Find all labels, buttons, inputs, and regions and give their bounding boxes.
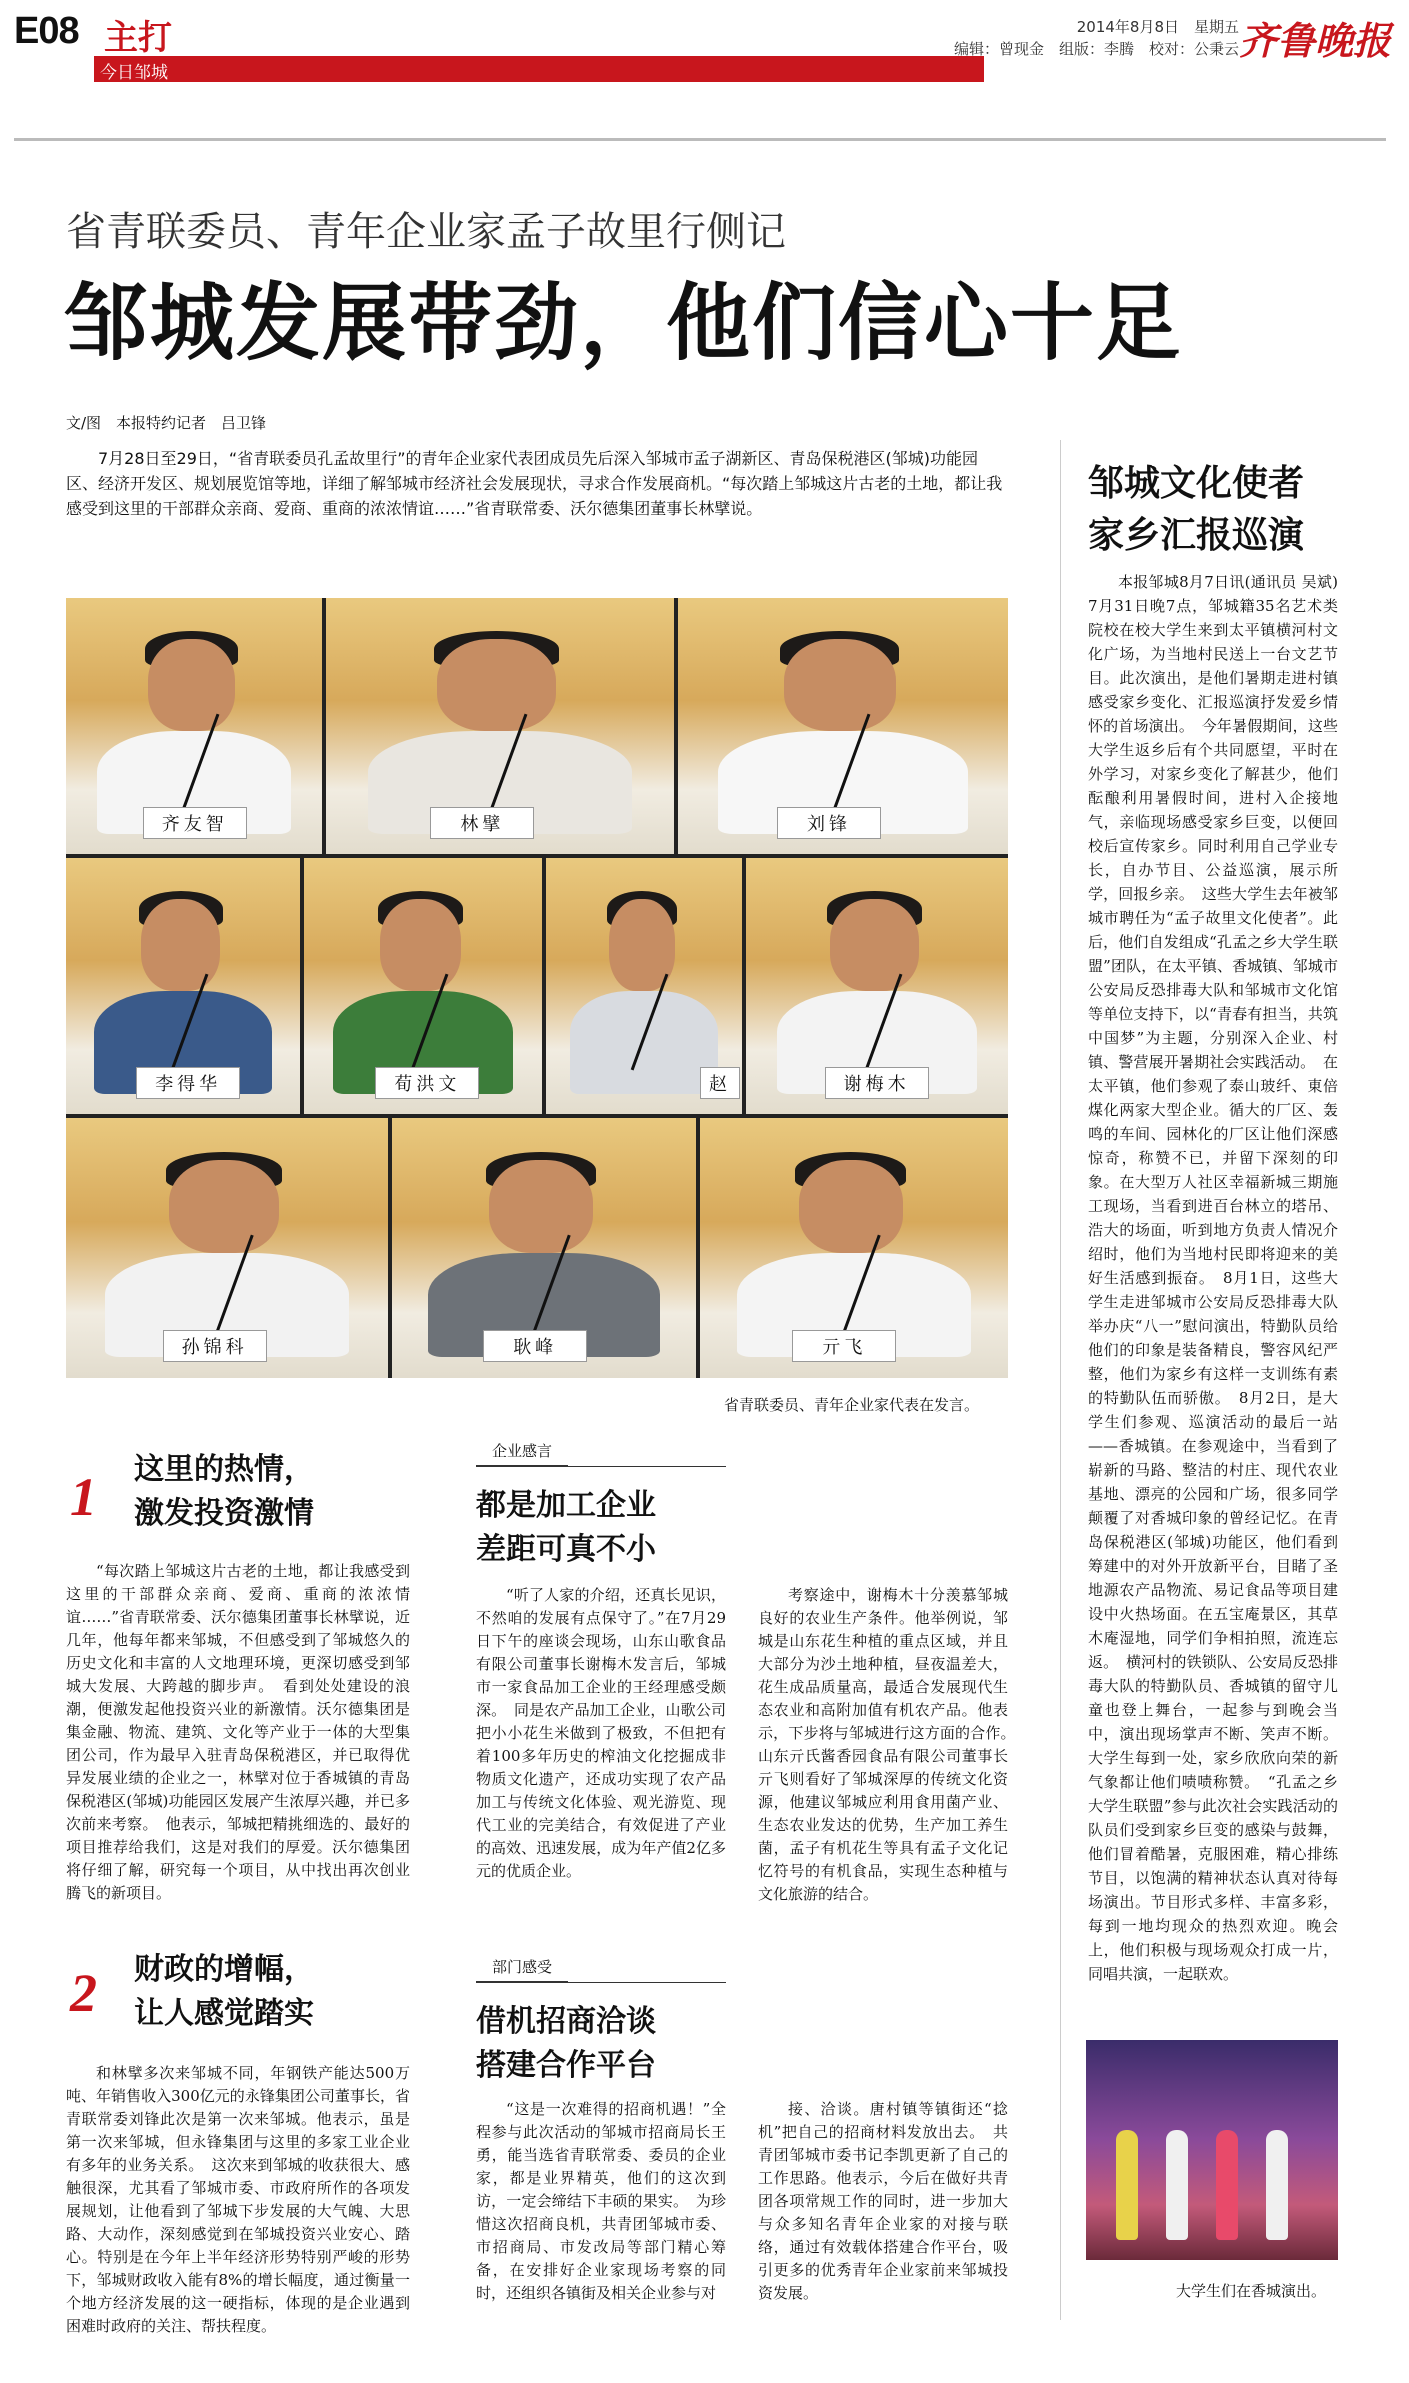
- article-headline: 邹城发展带劲，他们信心十足: [64, 274, 1183, 372]
- speaker-photo-grid: [66, 598, 1008, 1378]
- speaker-name: 谢梅木: [825, 1067, 929, 1099]
- subsection-title: 今日邹城: [100, 63, 168, 83]
- speaker-name: 耿峰: [483, 1330, 587, 1362]
- article-byline: 文/图 本报特约记者 吕卫锋: [66, 414, 267, 432]
- sidebar-title: [1088, 458, 1304, 562]
- speaker-name: 亓飞: [792, 1330, 896, 1362]
- speaker-photo: [66, 858, 300, 1114]
- section-title-line: 激发投资激情: [134, 1496, 314, 1531]
- column-title-line: 借机招商洽谈: [476, 2004, 656, 2039]
- top-divider: [14, 138, 1386, 141]
- speaker-name: 刘锋: [777, 807, 881, 839]
- header-meta: [954, 16, 1239, 60]
- sidebar-title-line: 家乡汇报巡演: [1088, 515, 1305, 556]
- speaker-photo: [678, 598, 1008, 854]
- speaker-name: 荀洪文: [375, 1067, 479, 1099]
- column-body: “这是一次难得的招商机遇！”全程参与此次活动的邹城市招商局长王勇，能当选省青联常委、委员的企业家，都是业界精英，他们的这次到访，一定会缔结下丰硕的果实。 为珍惜这次招商良机，共青团邹城市委、市招商局、市发改局等部门精心筹备，在安排好企业家现场考察的同时，还组织各镇街及相关企业参与对: [476, 2100, 726, 2302]
- column-tag: 部门感受: [476, 1956, 568, 1982]
- speaker-name: 齐友智: [143, 807, 247, 839]
- section-number: 1: [70, 1467, 97, 1527]
- section-title-line: 财政的增幅，: [134, 1952, 314, 1987]
- column-title-line: 差距可真不小: [476, 1532, 656, 1567]
- section-title: [134, 1948, 314, 2036]
- column-title-line: 都是加工企业: [476, 1488, 656, 1523]
- sidebar-body: 本报邹城8月7日讯(通讯员 吴斌) 7月31日晚7点，邹城籍35名艺术类院校在校大学生来到太平镇横河村文化广场，为当地村民送上一台文艺节目。此次演出，是他们暑期走进村镇感受家乡变化、汇报巡演抒发爱乡情怀的首场演出。 今年暑假期间，这些大学生返乡后有个共同愿望，平时在外学习，对家乡变化了解甚少，他们酝酿利用暑假时间，进村入企接地气，亲临现场感受家乡巨变，以便回校后宣传家乡。同时利用自己学业专长，自办节目、公益巡演，展示所学，回报乡亲。 这些大学生去年被邹城市聘任为“孟子故里文化使者”。此后，他们自发组成“孔孟之乡大学生联盟”团队，在太平镇、香城镇、邹城市公安局反恐排毒大队和邹城市文化馆等单位支持下，以“青春有担当，共筑中国梦”为主题，分别深入企业、村镇、警营展开暑期社会实践活动。 在太平镇，他们参观了泰山玻纤、東倍煤化两家大型企业。循大的厂区、轰鸣的车间、园林化的厂区让他们深感惊奇，称赞不已，并留下深刻的印象。在大型万人社区幸福新城三期施工现场，当看到进百台林立的塔吊、浩大的场面，听到地方负责人情况介绍时，他们为当地村民即将迎来的美好生活感到振奋。 8月1日，这些大学生走进邹城市公安局反恐排毒大队举办庆“八一”慰问演出，特勤队员给他们的印象是装备精良，警容风纪严整，他们为家乡有这样一支训练有素的特勤队伍而骄傲。 8月2日，是大学生们参观、巡演活动的最后一站——香城镇。在参观途中，当看到了崭新的马路、整洁的村庄、现代农业基地、漂亮的公园和广场，很多同学颠覆了对香城印象的曾经记忆。在青岛保税港区(邹城)功能区，他们看到筹建中的对外开放新平台，目睹了圣地源农产品物流、易记食品等项目建设中火热场面。在五宝庵景区，其草木庵湿地，同学们争相拍照，流连忘返。 横河村的铁锁队、公安局反恐排毒大队的特勤队员、香城镇的留守儿童也登上舞台，一起参与到晚会当中，演出现场掌声不断、笑声不断。大学生每到一处，家乡欣欣向荣的新气象都让他们啧啧称赞。 “孔孟之乡大学生联盟”参与此次社会实践活动的队员们受到家乡巨变的感染与鼓舞，他们冒着酷暑，克服困难，精心排练节目，以饱满的精神状态认真对待每场演出。节目形式多样、丰富多彩，每到一地均现众的热烈欢迎。晚会上，他们积极与现场观众打成一片，同唱共演，一起联欢。: [1088, 573, 1354, 1983]
- speaker-photo: [66, 1118, 388, 1378]
- speaker-photo: [392, 1118, 696, 1378]
- article-lede: 7月28日至29日，“省青联委员孔孟故里行”的青年企业家代表团成员先后深入邹城市孟子湖新区、青岛保税港区(邹城)功能园区、经济开发区、规划展览馆等地，详细了解邹城市经济社会发展现状，寻求合作发展商机。“每次踏上邹城这片古老的土地，都让我感受到这里的干部群众亲商、爱商、重商的浓浓情谊……”省青联常委、沃尔德集团董事长林擘说。: [66, 449, 1003, 518]
- column-tag: 企业感言: [476, 1440, 568, 1466]
- section-body: “每次踏上邹城这片古老的土地，都让我感受到这里的干部群众亲商、爱商、重商的浓浓情谊……”省青联常委、沃尔德集团董事长林擘说，近几年，他每年都来邹城，不但感受到了邹城悠久的历史文化和丰富的人文地理环境，更深切感受到邹城大发展、大跨越的脚步声。 看到处处建设的浪潮，便激发起他投资兴业的新激情。沃尔德集团是集金融、物流、建筑、文化等产业于一体的大型集团公司，作为最早入驻青岛保税港区，并已取得优异发展业绩的企业之一，林擘对位于香城镇的青岛保税港区(邹城)功能园区发展产生浓厚兴趣，并已多次前来考察。 他表示，邹城把精挑细选的、最好的项目推荐给我们，这是对我们的厚爱。沃尔德集团将仔细了解，研究每一个项目，从中找出再次创业腾飞的新项目。: [66, 1562, 410, 1902]
- speaker-name: 林擘: [430, 807, 534, 839]
- sidebar-title-line: 邹城文化使者: [1088, 463, 1305, 504]
- column-title: [476, 2000, 656, 2088]
- speaker-photo: [546, 858, 742, 1114]
- photo-caption: 省青联委员、青年企业家代表在发言。: [723, 1396, 979, 1414]
- column-body: 考察途中，谢梅木十分羡慕邹城良好的农业生产条件。他举例说，邹城是山东花生种植的重点区域，并且大部分为沙土地种植，昼夜温差大，花生成品质量高，最适合发展现代生态农业和高附加值有机农产品。他表示，下步将与邹城进行这方面的合作。 山东亓氏酱香园食品有限公司董事长亓飞则看好了邹城深厚的传统文化资源，他建议邹城应利用食用菌产业、生态农业发达的优势，生产加工养生菌，孟子有机花生等具有孟子文化记忆符号的有机食品，实现生态种植与文化旅游的结合。: [758, 1586, 1024, 1903]
- tag-rule: [476, 1466, 726, 1467]
- section-title-line: 让人感觉踏实: [134, 1996, 314, 2031]
- speaker-photo: [326, 598, 674, 854]
- speaker-name: 李得华: [136, 1067, 240, 1099]
- speaker-name: 孙锦科: [163, 1330, 267, 1362]
- column-body: 接、洽谈。唐村镇等镇街还“捻机”把自己的招商材料发放出去。 共青团邹城市委书记李凯更新了自己的工作思路。他表示，今后在做好共青团各项常规工作的同时，进一步加大与众多知名青年企业家的对接与联络，通过有效载体搭建合作平台，吸引更多的优秀青年企业家前来邹城投资发展。: [758, 2100, 1008, 2302]
- tag-rule: [476, 1982, 726, 1983]
- performance-photo: [1086, 2040, 1338, 2260]
- speaker-photo: [700, 1118, 1008, 1378]
- section-title: [134, 1448, 314, 1536]
- speaker-photo: [66, 598, 322, 854]
- section-number: 2: [70, 1963, 97, 2023]
- sidebar-divider: [1060, 440, 1061, 2320]
- section-title-line: 这里的热情，: [134, 1452, 314, 1487]
- editor-credits: 编辑：曾现金 组版：李腾 校对：公秉云: [953, 40, 1239, 58]
- speaker-name: 赵: [700, 1067, 740, 1099]
- performance-caption: 大学生们在香城演出。: [1176, 2282, 1327, 2300]
- issue-date: 2014年8月8日 星期五: [1076, 18, 1239, 36]
- article-kicker: 省青联委员、青年企业家孟子故里行侧记: [66, 209, 786, 255]
- section-bar: [94, 56, 984, 82]
- section-body: 和林擘多次来邹城不同，年钢铁产能达500万吨、年销售收入300亿元的永锋集团公司董事长，省青联常委刘锋此次是第一次来邹城。他表示，虽是第一次来邹城，但永锋集团与这里的多家工业企业有多年的业务关系。 这次来到邹城的收获很大、感触很深，尤其看了邹城市委、市政府所作的各项发展规划，让他看到了邹城下步发展的大气魄、大思路、大动作，深刻感觉到在邹城投资兴业安心、踏心。特别是在今年上半年经济形势特别严峻的形势下，邹城财政收入能有8%的增长幅度，通过衡量一个地方经济发展的这一硬指标，体现的是企业遇到困难时政府的关注、帮扶程度。: [66, 2064, 410, 2335]
- column-body: “听了人家的介绍，还真长见识，不然咱的发展有点保守了。”在7月29日下午的座谈会现场，山东山歌食品有限公司董事长谢梅木发言后，邹城市一家食品加工企业的王经理感受颇深。 同是农产品加工企业，山歌公司把小小花生米做到了极致，不但把有着100多年历史的榨油文化挖掘成非物质文化遗产，还成功实现了农产品加工与传统文化体验、观光游览、现代工业的完美结合，有效促进了产业的高效、迅速发展，成为年产值2亿多元的优质企业。: [476, 1586, 726, 1880]
- column-title-line: 搭建合作平台: [476, 2048, 656, 2083]
- section-title: 主打: [104, 18, 172, 58]
- speaker-photo: [746, 858, 1008, 1114]
- masthead-logo: 齐鲁晚报: [1238, 18, 1391, 63]
- speaker-photo: [304, 858, 542, 1114]
- page-code: E08: [14, 10, 79, 52]
- column-title: [476, 1484, 656, 1572]
